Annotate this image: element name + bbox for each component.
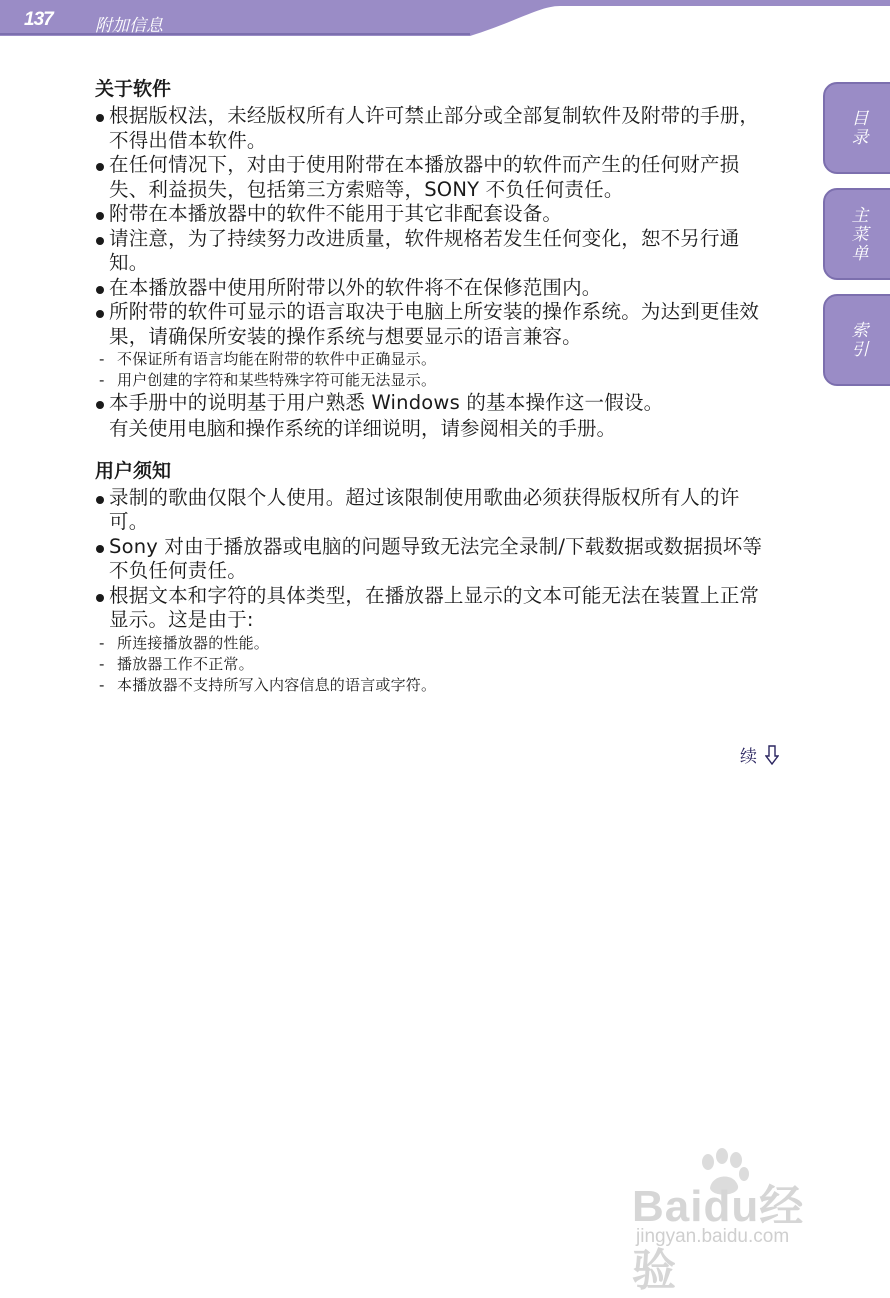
arrow-down-icon (765, 745, 779, 765)
sub-list-item: - 本播放器不支持所写入内容信息的语言或字符。 (97, 675, 775, 696)
user-notice-list (95, 486, 775, 696)
watermark (632, 1148, 842, 1295)
note-text: 有关使用电脑和操作系统的详细说明，请参阅相关的手册。 (109, 416, 617, 440)
tab-toc-label: 目录 (847, 109, 868, 147)
tab-home-menu-label: 主菜单 (847, 205, 868, 263)
watermark-logo: Baidu经验 (632, 1182, 805, 1295)
sub-list-item: - 所连接播放器的性能。 (97, 633, 775, 654)
section-title: 附加信息 (95, 16, 163, 36)
watermark-url: jingyan.baidu.com (636, 1226, 790, 1247)
list-item: Sony 对由于播放器或电脑的问题导致无法完全录制/下载数据或数据损坏等不负任何责任。 (95, 535, 775, 584)
list-item: 在本播放器中使用所附带以外的软件将不在保修范围内。 (95, 276, 775, 301)
continue-link[interactable] (740, 742, 779, 767)
page-number: 137 (24, 9, 53, 30)
heading-user-notice: 用户须知 (95, 459, 172, 482)
list-item: 录制的歌曲仅限个人使用。超过该限制使用歌曲必须获得版权所有人的许可。 (95, 486, 775, 535)
list-item: 本手册中的说明基于用户熟悉 Windows 的基本操作这一假设。 (95, 391, 775, 416)
tab-index[interactable] (823, 294, 890, 386)
sub-list-item: - 用户创建的字符和某些特殊字符可能无法显示。 (97, 370, 775, 391)
main-content (95, 76, 775, 696)
continue-label: 续 (740, 747, 757, 767)
list-item: 根据版权法，未经版权所有人许可禁止部分或全部复制软件及附带的手册，不得出借本软件。 (95, 104, 775, 153)
sub-list (97, 349, 775, 391)
list-item-group (95, 300, 775, 391)
software-list (95, 104, 775, 416)
sub-list-item: - 播放器工作不正常。 (97, 654, 775, 675)
sub-list (97, 633, 775, 696)
list-item: 根据文本和字符的具体类型，在播放器上显示的文本可能无法在装置上正常显示。这是由于: (109, 583, 760, 631)
list-item: 在任何情况下，对由于使用附带在本播放器中的软件而产生的任何财产损失、利益损失，包括第三方索赔等，SONY 不负任何责任。 (95, 153, 775, 202)
heading-software: 关于软件 (95, 78, 172, 100)
tab-toc[interactable] (823, 82, 890, 174)
page-header (0, 0, 890, 36)
list-item: 所附带的软件可显示的语言取决于电脑上所安装的操作系统。为达到更佳效果，请确保所安装的操作系统与想要显示的语言兼容。 (109, 300, 760, 348)
tab-home-menu[interactable] (823, 188, 890, 280)
list-item-group (95, 584, 775, 696)
tab-index-label: 索引 (847, 321, 868, 359)
sub-list-item: - 不保证所有语言均能在附带的软件中正确显示。 (97, 349, 775, 370)
list-item: 附带在本播放器中的软件不能用于其它非配套设备。 (95, 202, 775, 227)
list-item: 请注意，为了持续努力改进质量，软件规格若发生任何变化，恕不另行通知。 (95, 227, 775, 276)
